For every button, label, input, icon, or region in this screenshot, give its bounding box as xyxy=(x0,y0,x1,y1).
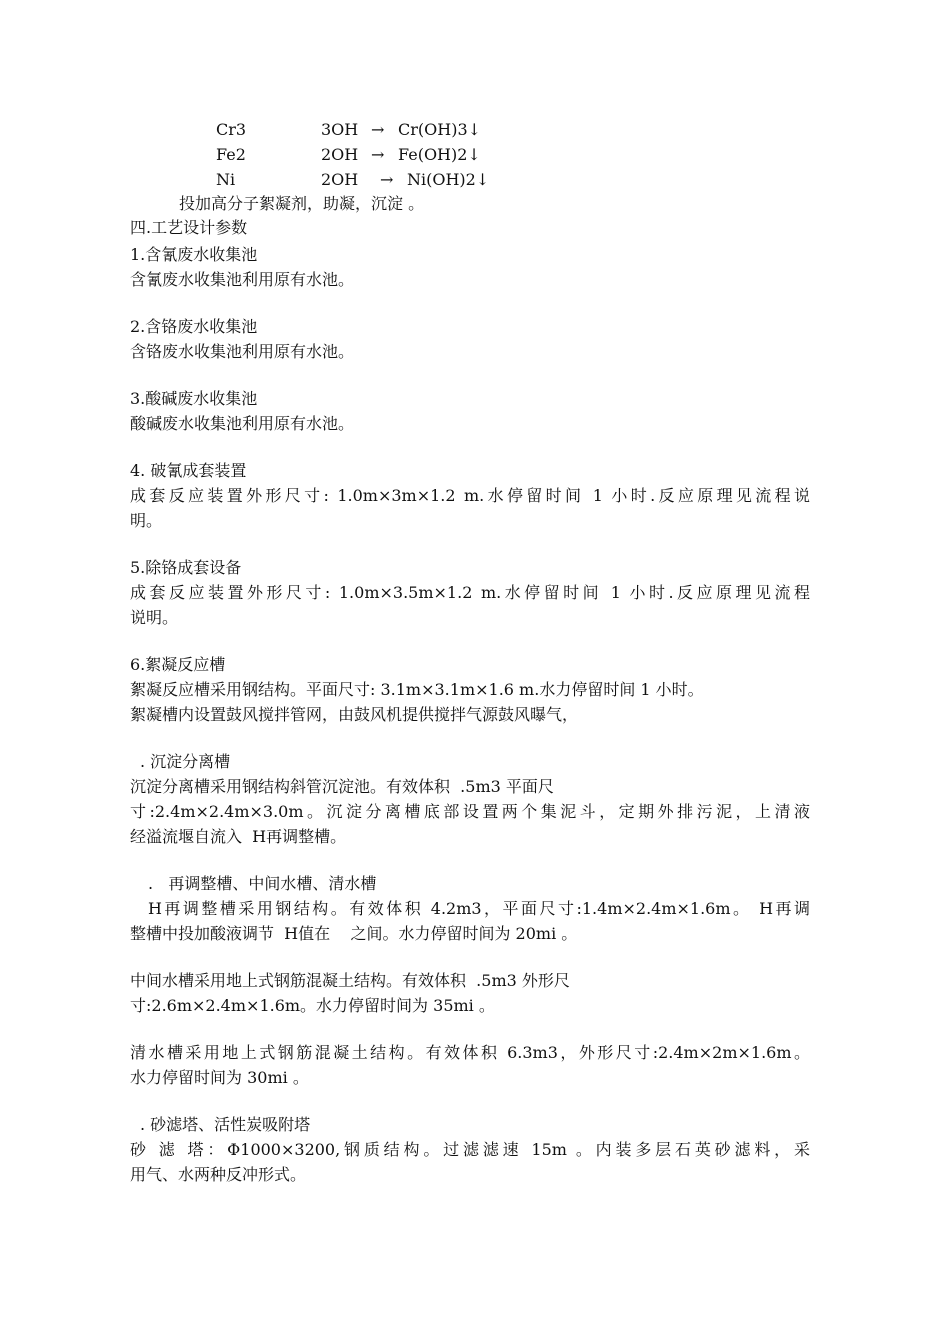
subsection-title: 6.絮凝反应槽 xyxy=(130,655,226,674)
paragraph-line: 清水槽采用地上式钢筋混凝土结构。有效体积 6.3m3，外形尺寸:2.4m×2m×1.6m。 xyxy=(130,1043,810,1062)
paragraph-line: 絮凝槽内设置鼓风搅拌管网，由鼓风机提供搅拌气源鼓风曝气， xyxy=(130,705,579,724)
reaction-arrow: → xyxy=(371,145,385,164)
paragraph-line: H再调整槽采用钢结构。有效体积 4.2m3，平面尺寸:1.4m×2.4m×1.6m。 H再调 xyxy=(148,899,810,918)
reaction-product: Fe(OH)2↓ xyxy=(398,145,481,164)
reaction-product: Cr(OH)3↓ xyxy=(398,120,482,139)
subsection-title: 4. 破氰成套装置 xyxy=(130,461,247,480)
reaction-arrow: → xyxy=(380,170,394,189)
paragraph-line: 经溢流堰自流入 H再调整槽。 xyxy=(130,827,347,846)
paragraph-line: 中间水槽采用地上式钢筋混凝土结构。有效体积 .5m3 外形尺 xyxy=(130,971,570,990)
paragraph-line: 用气、水两种反冲形式。 xyxy=(130,1165,307,1184)
paragraph-line: 成套反应装置外形尺寸: 1.0m×3.5m×1.2 m.水停留时间 1 小时.反应原理见流程 xyxy=(130,583,810,602)
reaction-base: 2OH xyxy=(321,145,359,164)
reaction-base: 2OH xyxy=(321,170,359,189)
paragraph-line: 含铬废水收集池利用原有水池。 xyxy=(130,342,355,361)
subsection-title: 5.除铬成套设备 xyxy=(130,558,242,577)
paragraph-line: 整槽中投加酸液调节 H值在 之间。水力停留时间为 20mi 。 xyxy=(130,924,578,943)
paragraph-line: 沉淀分离槽采用钢结构斜管沉淀池。有效体积 .5m3 平面尺 xyxy=(130,777,554,796)
reaction-ion: Ni xyxy=(216,170,236,189)
reaction-ion: Fe2 xyxy=(216,145,246,164)
paragraph-line: 水力停留时间为 30mi 。 xyxy=(130,1068,309,1087)
paragraph-line: 含氰废水收集池利用原有水池。 xyxy=(130,270,355,289)
flocculant-note: 投加高分子絮凝剂，助凝，沉淀 。 xyxy=(179,194,425,213)
paragraph-line: 成套反应装置外形尺寸: 1.0m×3m×1.2 m.水停留时间 1 小时.反应原理见流程说 xyxy=(130,486,810,505)
paragraph-line: 酸碱废水收集池利用原有水池。 xyxy=(130,414,355,433)
paragraph-line: 明。 xyxy=(130,511,163,530)
subsection-title: 2.含铬废水收集池 xyxy=(130,317,258,336)
subsection-title: 1.含氰废水收集池 xyxy=(130,245,258,264)
paragraph-line: 寸:2.6m×2.4m×1.6m。水力停留时间为 35mi 。 xyxy=(130,996,495,1015)
section-heading: 四.工艺设计参数 xyxy=(130,218,248,237)
subsection-title: . 沉淀分离槽 xyxy=(140,752,231,771)
paragraph-line: 寸:2.4m×2.4m×3.0m。沉淀分离槽底部设置两个集泥斗，定期外排污泥，上清液 xyxy=(130,802,810,821)
subsection-title: . 再调整槽、中间水槽、清水槽 xyxy=(148,874,377,893)
reaction-arrow: → xyxy=(371,120,385,139)
subsection-title: 3.酸碱废水收集池 xyxy=(130,389,258,408)
paragraph-line: 絮凝反应槽采用钢结构。平面尺寸: 3.1m×3.1m×1.6 m.水力停留时间 1 小时。 xyxy=(130,680,704,699)
reaction-base: 3OH xyxy=(321,120,359,139)
paragraph-line: 砂 滤 塔：Φ1000×3200,钢质结构。过滤滤速 15m 。内装多层石英砂滤料，采 xyxy=(130,1140,810,1159)
reaction-product: Ni(OH)2↓ xyxy=(407,170,490,189)
paragraph-line: 说明。 xyxy=(130,608,179,627)
subsection-title: . 砂滤塔、活性炭吸附塔 xyxy=(140,1115,311,1134)
reaction-ion: Cr3 xyxy=(216,120,247,139)
